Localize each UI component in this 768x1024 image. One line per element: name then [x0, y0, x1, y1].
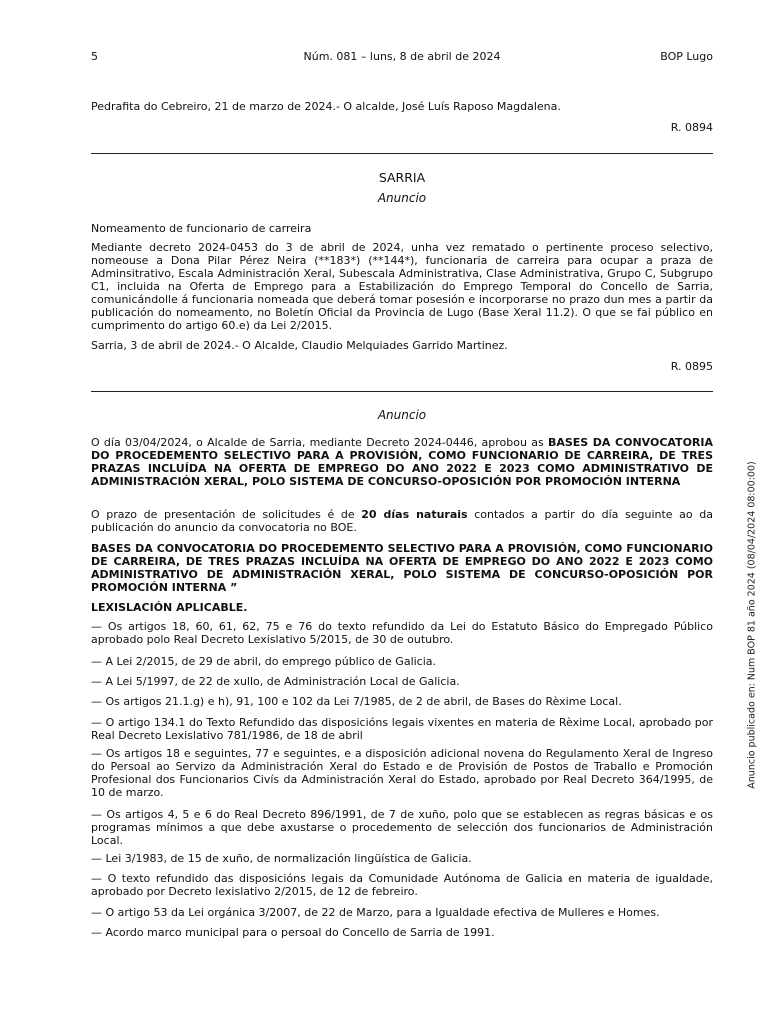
lexislacion-item: — O artigo 134.1 do Texto Refundido das disposicións legais vixentes en materia de Rèxime Local, aprobado por Real Decreto Lexislativo 781/1986, de 18 de abril	[91, 716, 713, 742]
lexislacion-item: — O artigo 53 da Lei orgánica 3/2007, de 22 de Marzo, para a Igualdade efectiva de Mulleres e Homes.	[91, 906, 660, 919]
lexislacion-item: — Os artigos 18, 60, 61, 62, 75 e 76 do texto refundido da Lei do Estatuto Básico do Empregado Público aprobado polo Real Decreto Lexislativo 5/2015, de 30 de outubro.	[91, 620, 713, 646]
intro-text: O día 03/04/2024, o Alcalde de Sarria, mediante Decreto 2024-0446, aprobou as	[91, 436, 548, 449]
lexislacion-heading: LEXISLACIÓN APLICABLE.	[91, 601, 248, 614]
publication-name: BOP Lugo	[660, 50, 713, 63]
pedrafita-ref: R. 0894	[670, 121, 713, 134]
lexislacion-item: — A Lei 2/2015, de 29 de abril, do emprego público de Galicia.	[91, 655, 437, 668]
lexislacion-item: — Acordo marco municipal para o persoal do Concello de Sarria de 1991.	[91, 926, 495, 939]
lexislacion-item: — Os artigos 4, 5 e 6 do Real Decreto 896/1991, de 7 de xuño, polo que se establecen as regras básicas e os programas mínimos a que debe axustarse o procedemento de selección dos funcionarios de Administración Local.	[91, 808, 713, 847]
deadline-paragraph	[91, 508, 713, 534]
anuncio-heading: Anuncio	[377, 408, 427, 422]
page-header	[91, 50, 713, 66]
publication-side-note	[743, 461, 761, 789]
pedrafita-signature: Pedrafita do Cebreiro, 21 de marzo de 2024.- O alcalde, José Luís Raposo Magdalena.	[91, 100, 561, 113]
lexislacion-item: — Os artigos 18 e seguintes, 77 e seguintes, e a disposición adicional novena do Regulamento Xeral de Ingreso do Persoal ao Servizo da Administración Xeral do Estado e de Provisión de Postos de Traballo e Promoción Profesional dos Funcionarios Civís da Administración Xeral do Estado, aprobado por Real Decreto 364/1995, de 10 de marzo.	[91, 747, 713, 799]
sarria-signature: Sarria, 3 de abril de 2024.- O Alcalde, Claudio Melquiades Garrido Martinez.	[91, 339, 508, 352]
issue-date: Núm. 081 – luns, 8 de abril de 2024	[303, 50, 501, 63]
lexislacion-item: — A Lei 5/1997, de 22 de xullo, de Administración Local de Galicia.	[91, 675, 460, 688]
lexislacion-item: — O texto refundido das disposicións legais da Comunidade Autónoma de Galicia en materia de igualdade, aprobado por Decreto lexislativo 2/2015, de 12 de febreiro.	[91, 872, 713, 898]
deadline-text-pre: O prazo de presentación de solicitudes é de	[91, 508, 362, 521]
deadline-days: 20 días naturais	[361, 508, 468, 521]
nomeamento-body: Mediante decreto 2024-0453 do 3 de abril de 2024, unha vez rematado o pertinente proceso selectivo, nomeouse a Dona Pilar Pérez Neira (**183*) (**144*), funcionaria de carreira para ocupar a praza de Adminsitrativo, Escala Administración Xeral, Subescala Administrativa, Clase Administrativa, Grupo C, Subgrupo C1, incluida na Oferta de Emprego para a Estabilización do Emprego Temporal do Concello de Sarria, comunicándolle á funcionaria nomeada que deberá tomar posesión e incorporarse no prazo dun mes a partir da publicación do nomeamento, no Boletín Oficial da Provincia de Lugo (Base Xeral 11.2). O que se fai público en cumprimento do artigo 60.e) da Lei 2/2015.	[91, 241, 713, 332]
anuncio-subject: Nomeamento de funcionario de carreira	[91, 222, 312, 235]
lexislacion-item: — Os artigos 21.1.g) e h), 91, 100 e 102 da Lei 7/1985, de 2 de abril, de Bases do Rèxime Local.	[91, 695, 622, 708]
deadline-text-post: contados a partir do día seguinte ao da publicación do anuncio da convocatoria no BOE.	[91, 508, 714, 534]
page-number: 5	[91, 50, 98, 63]
section-divider	[91, 391, 713, 392]
section-divider	[91, 153, 713, 154]
convocatoria-intro	[91, 436, 713, 488]
side-note-text: Anuncio publicado en: Num BOP 81 año 2024 (08/04/2024 08:00:00)	[746, 461, 758, 789]
anuncio-heading: Anuncio	[377, 191, 427, 205]
municipality-title: SARRIA	[378, 170, 426, 185]
bases-title: BASES DA CONVOCATORIA DO PROCEDEMENTO SELECTIVO PARA A PROVISIÓN, COMO FUNCIONARIO DE CARREIRA, DE TRES PRAZAS INCLUÍDA NA OFERTA DE EMPREGO DO ANO 2022 E 2023 COMO ADMINISTRATIVO DE ADMINISTRACIÓN XERAL, POLO SISTEMA DE CONCURSO-OPOSICIÓN POR PROMOCIÓN INTERNA ”	[91, 542, 713, 594]
sarria-ref: R. 0895	[670, 360, 713, 373]
lexislacion-item: — Lei 3/1983, de 15 de xuño, de normalización lingüística de Galicia.	[91, 852, 472, 865]
intro-bases-title: BASES DA CONVOCATORIA DO PROCEDEMENTO SELECTIVO PARA A PROVISIÓN, COMO FUNCIONARIO DE CARREIRA, DE TRES PRAZAS INCLUÍDA NA OFERTA DE EMPREGO DO ANO 2022 E 2023 COMO ADMINISTRATIVO DE ADMINISTRACIÓN XERAL, POLO SISTEMA DE CONCURSO-OPOSICIÓN POR PROMOCIÓN INTERNA	[91, 436, 713, 488]
